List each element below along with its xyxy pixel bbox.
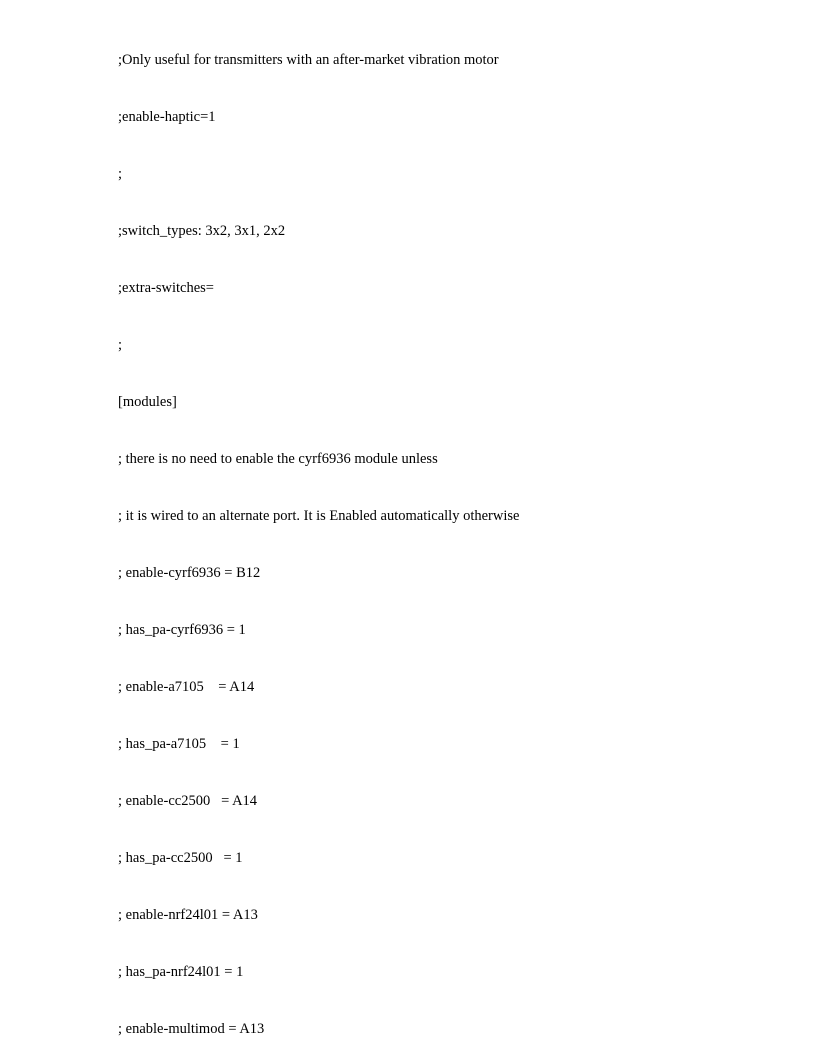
comment-line-enable-multimod: ; enable-multimod = A13 [118,1021,265,1037]
section-header-modules: [modules] [118,394,177,410]
comment-line-has-pa-a7105: ; has_pa-a7105 = 1 [118,736,240,752]
comment-line-enable-cc2500: ; enable-cc2500 = A14 [118,793,258,809]
comment-line-has-pa-cyrf6936: ; has_pa-cyrf6936 = 1 [118,622,246,638]
comment-line-has-pa-cc2500: ; has_pa-cc2500 = 1 [118,850,243,866]
comment-line-alternate-port-note: ; it is wired to an alternate port. It is Enabled automatically otherwise [118,508,520,524]
comment-line-enable-a7105: ; enable-a7105 = A14 [118,679,255,695]
comment-line-enable-nrf24l01: ; enable-nrf24l01 = A13 [118,907,258,923]
comment-line-enable-cyrf6936: ; enable-cyrf6936 = B12 [118,565,261,581]
comment-line-switch-types: ;switch_types: 3x2, 3x1, 2x2 [118,223,286,239]
comment-line-has-pa-nrf24l01: ; has_pa-nrf24l01 = 1 [118,964,244,980]
comment-line-separator: ; [118,337,123,353]
comment-line-haptic-note: ;Only useful for transmitters with an after-market vibration motor [118,52,499,68]
comment-line-cyrf-note: ; there is no need to enable the cyrf6936 module unless [118,451,438,467]
comment-line-enable-haptic: ;enable-haptic=1 [118,109,216,125]
comment-line-separator: ; [118,166,123,182]
comment-line-extra-switches: ;extra-switches= [118,280,214,296]
config-text-document [118,13,519,1058]
